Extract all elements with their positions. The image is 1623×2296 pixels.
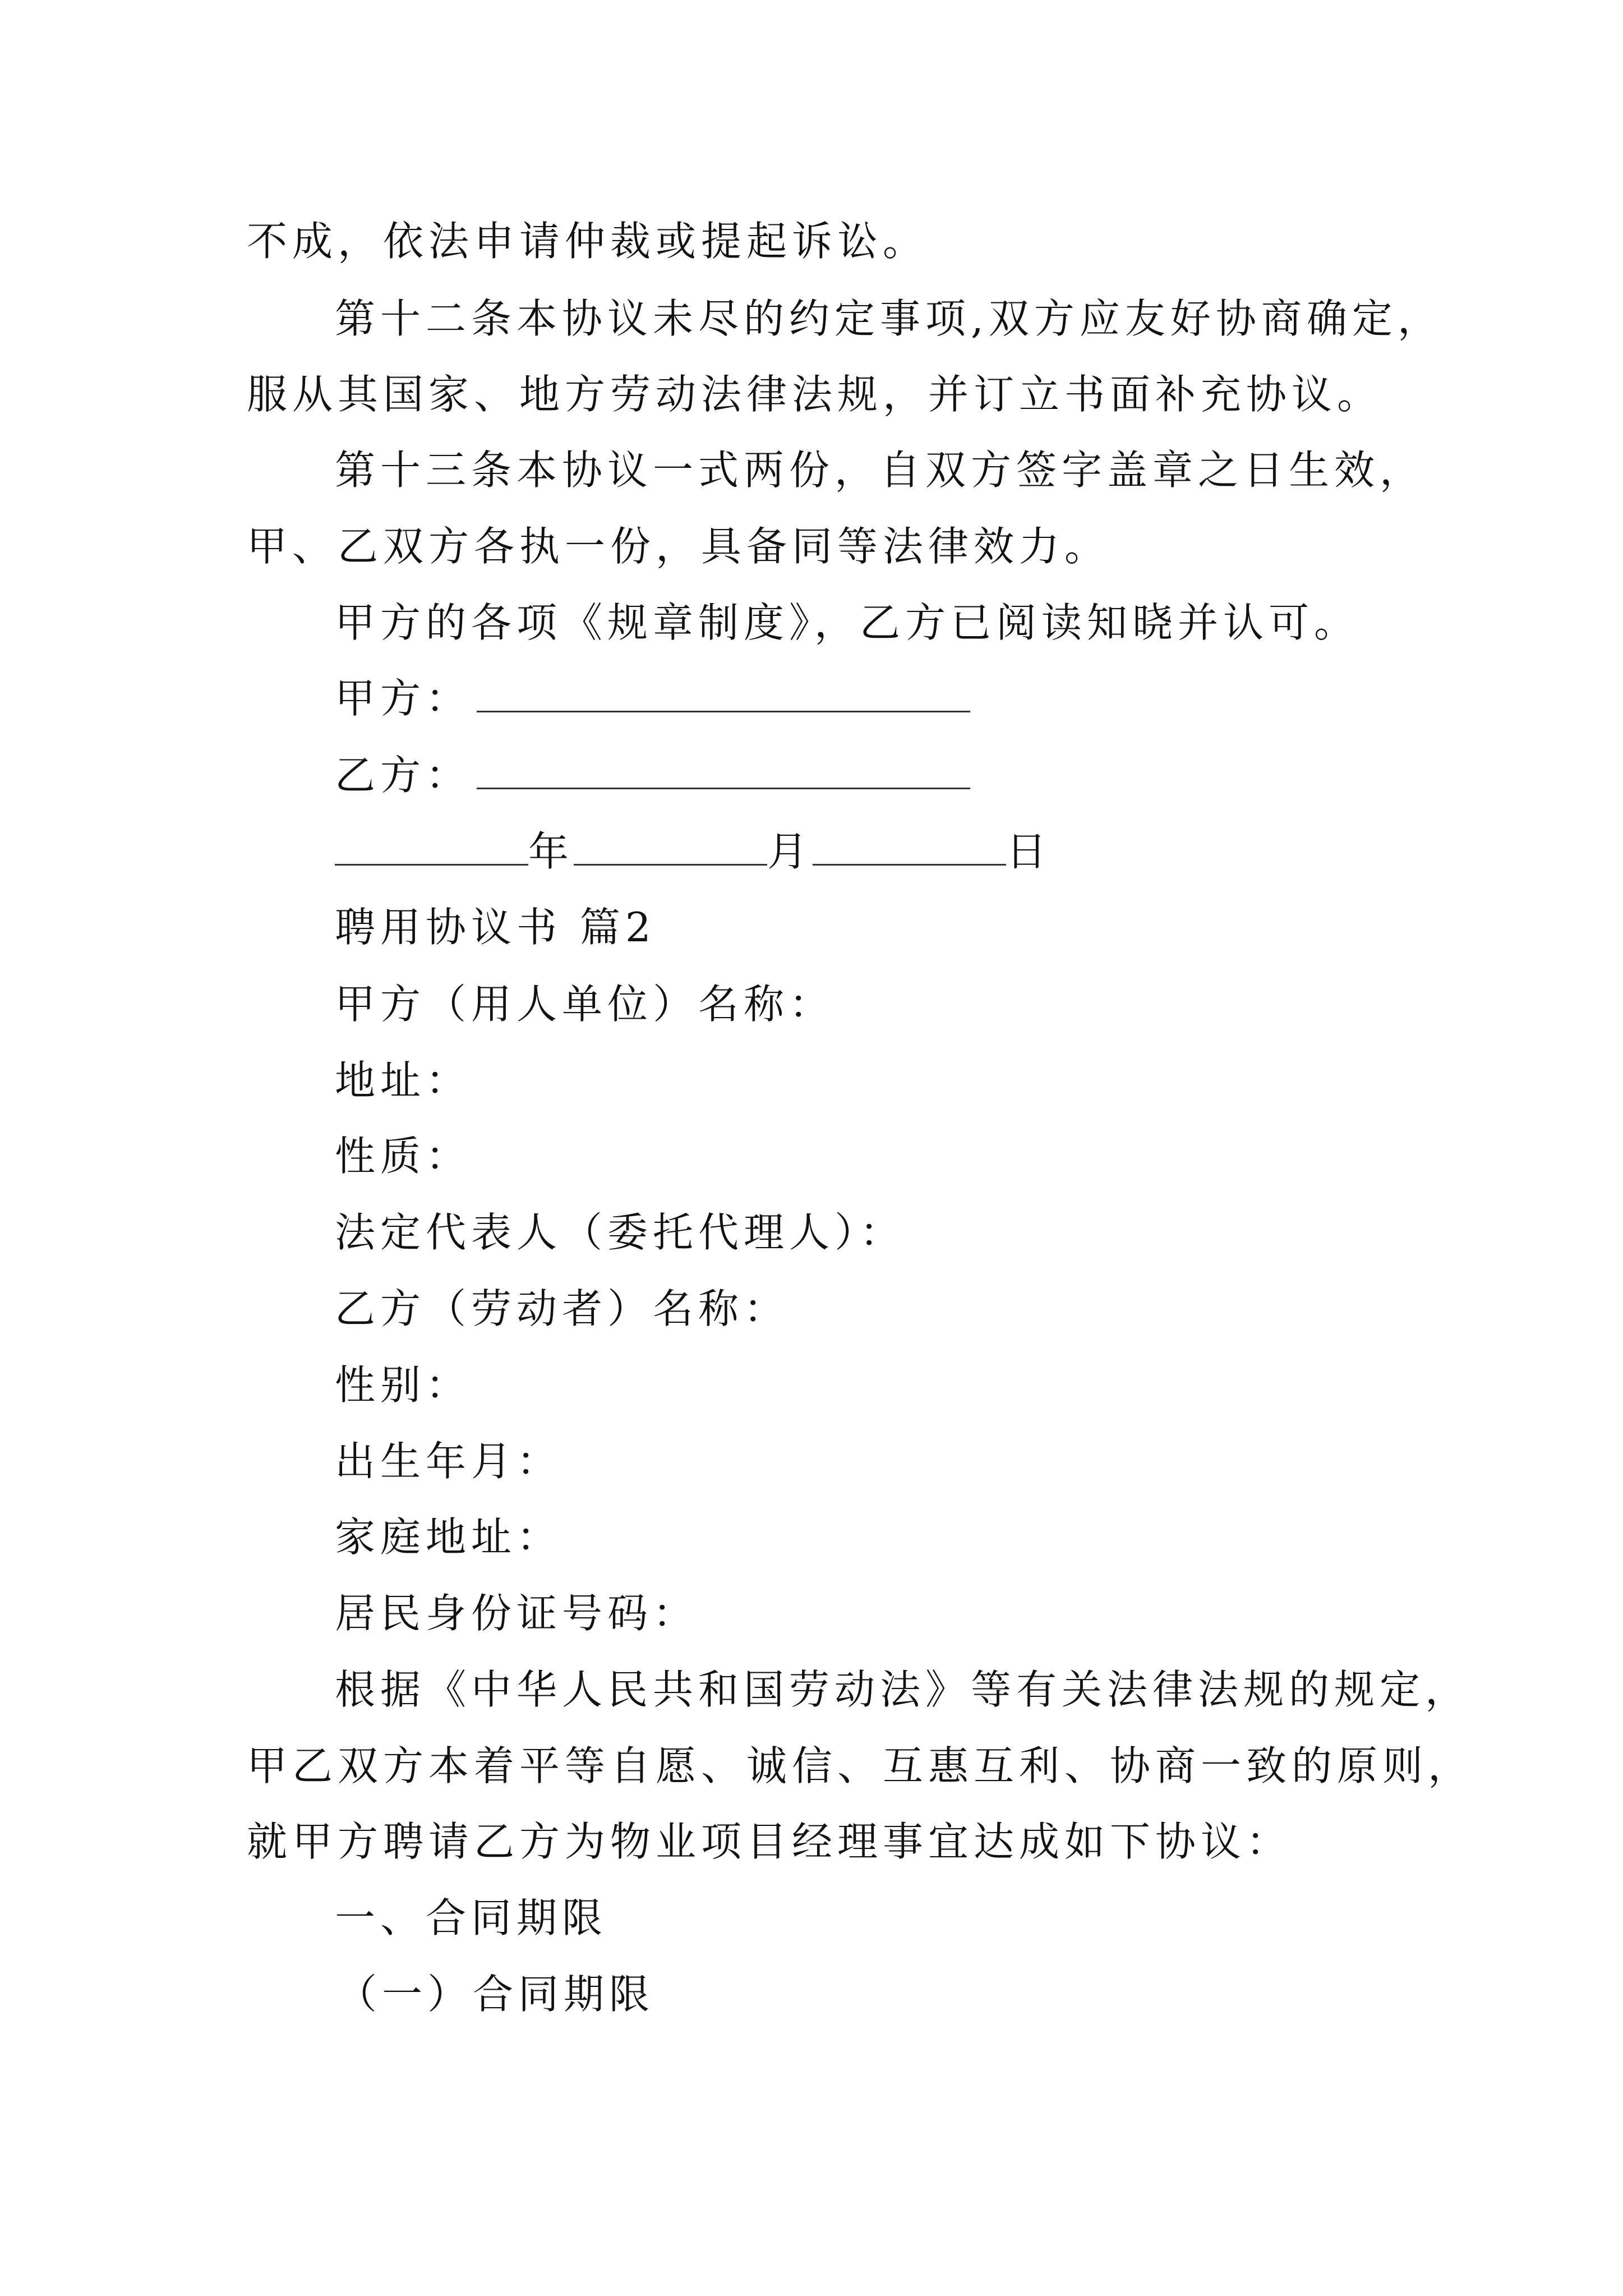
date-row: [335, 823, 1052, 880]
paragraph-line: 地址：: [335, 1057, 472, 1104]
month-label: 月: [767, 828, 813, 875]
paragraph-line: 法定代表人（委托代理人）：: [335, 1209, 906, 1256]
month-blank: [574, 829, 767, 866]
paragraph-line: 根据《中华人民共和国劳动法》等有关法律法规的规定，: [335, 1666, 1471, 1713]
paragraph-line: 甲乙双方本着平等自愿、诚信、互惠互利、协商一致的原则，: [247, 1742, 1474, 1789]
paragraph-line: 乙方（劳动者）名称：: [335, 1285, 790, 1332]
section-heading: 一、合同期限: [335, 1894, 608, 1941]
party-a-signature-row: [335, 670, 970, 726]
paragraph-line: 第十三条本协议一式两份，自双方签字盖章之日生效，: [335, 447, 1426, 494]
paragraph-line: 居民身份证号码：: [335, 1590, 699, 1637]
paragraph-line: 家庭地址：: [335, 1513, 562, 1561]
paragraph-line: 出生年月：: [335, 1438, 562, 1485]
paragraph-line: 甲方（用人单位）名称：: [335, 981, 835, 1028]
paragraph-line: 服从其国家、地方劳动法律法规，并订立书面补充协议。: [247, 371, 1383, 418]
party-a-label: 甲方：: [335, 675, 472, 722]
paragraph-line: 性别：: [335, 1361, 472, 1409]
party-a-signature-line: [477, 676, 970, 712]
day-label: 日: [1006, 828, 1052, 875]
day-blank: [813, 829, 1006, 866]
party-b-signature-row: [335, 747, 970, 803]
section-title: 聘用协议书 篇2: [335, 904, 656, 951]
paragraph-line: 不成，依法申请仲裁或提起诉讼。: [247, 218, 929, 265]
paragraph-line: 就甲方聘请乙方为物业项目经理事宜达成如下协议：: [247, 1818, 1292, 1865]
paragraph-line: 第十二条本协议未尽的约定事项,双方应友好协商确定，: [335, 295, 1443, 342]
year-blank: [335, 829, 528, 866]
paragraph-line: 性质：: [335, 1133, 472, 1180]
paragraph-line: 甲方的各项《规章制度》，乙方已阅读知晓并认可。: [335, 599, 1360, 646]
party-b-label: 乙方：: [335, 752, 472, 799]
subsection-heading: （一）合同期限: [336, 1971, 655, 2018]
year-label: 年: [528, 828, 574, 875]
paragraph-line: 甲、乙双方各执一份，具备同等法律效力。: [247, 523, 1110, 570]
party-b-signature-line: [477, 753, 970, 789]
